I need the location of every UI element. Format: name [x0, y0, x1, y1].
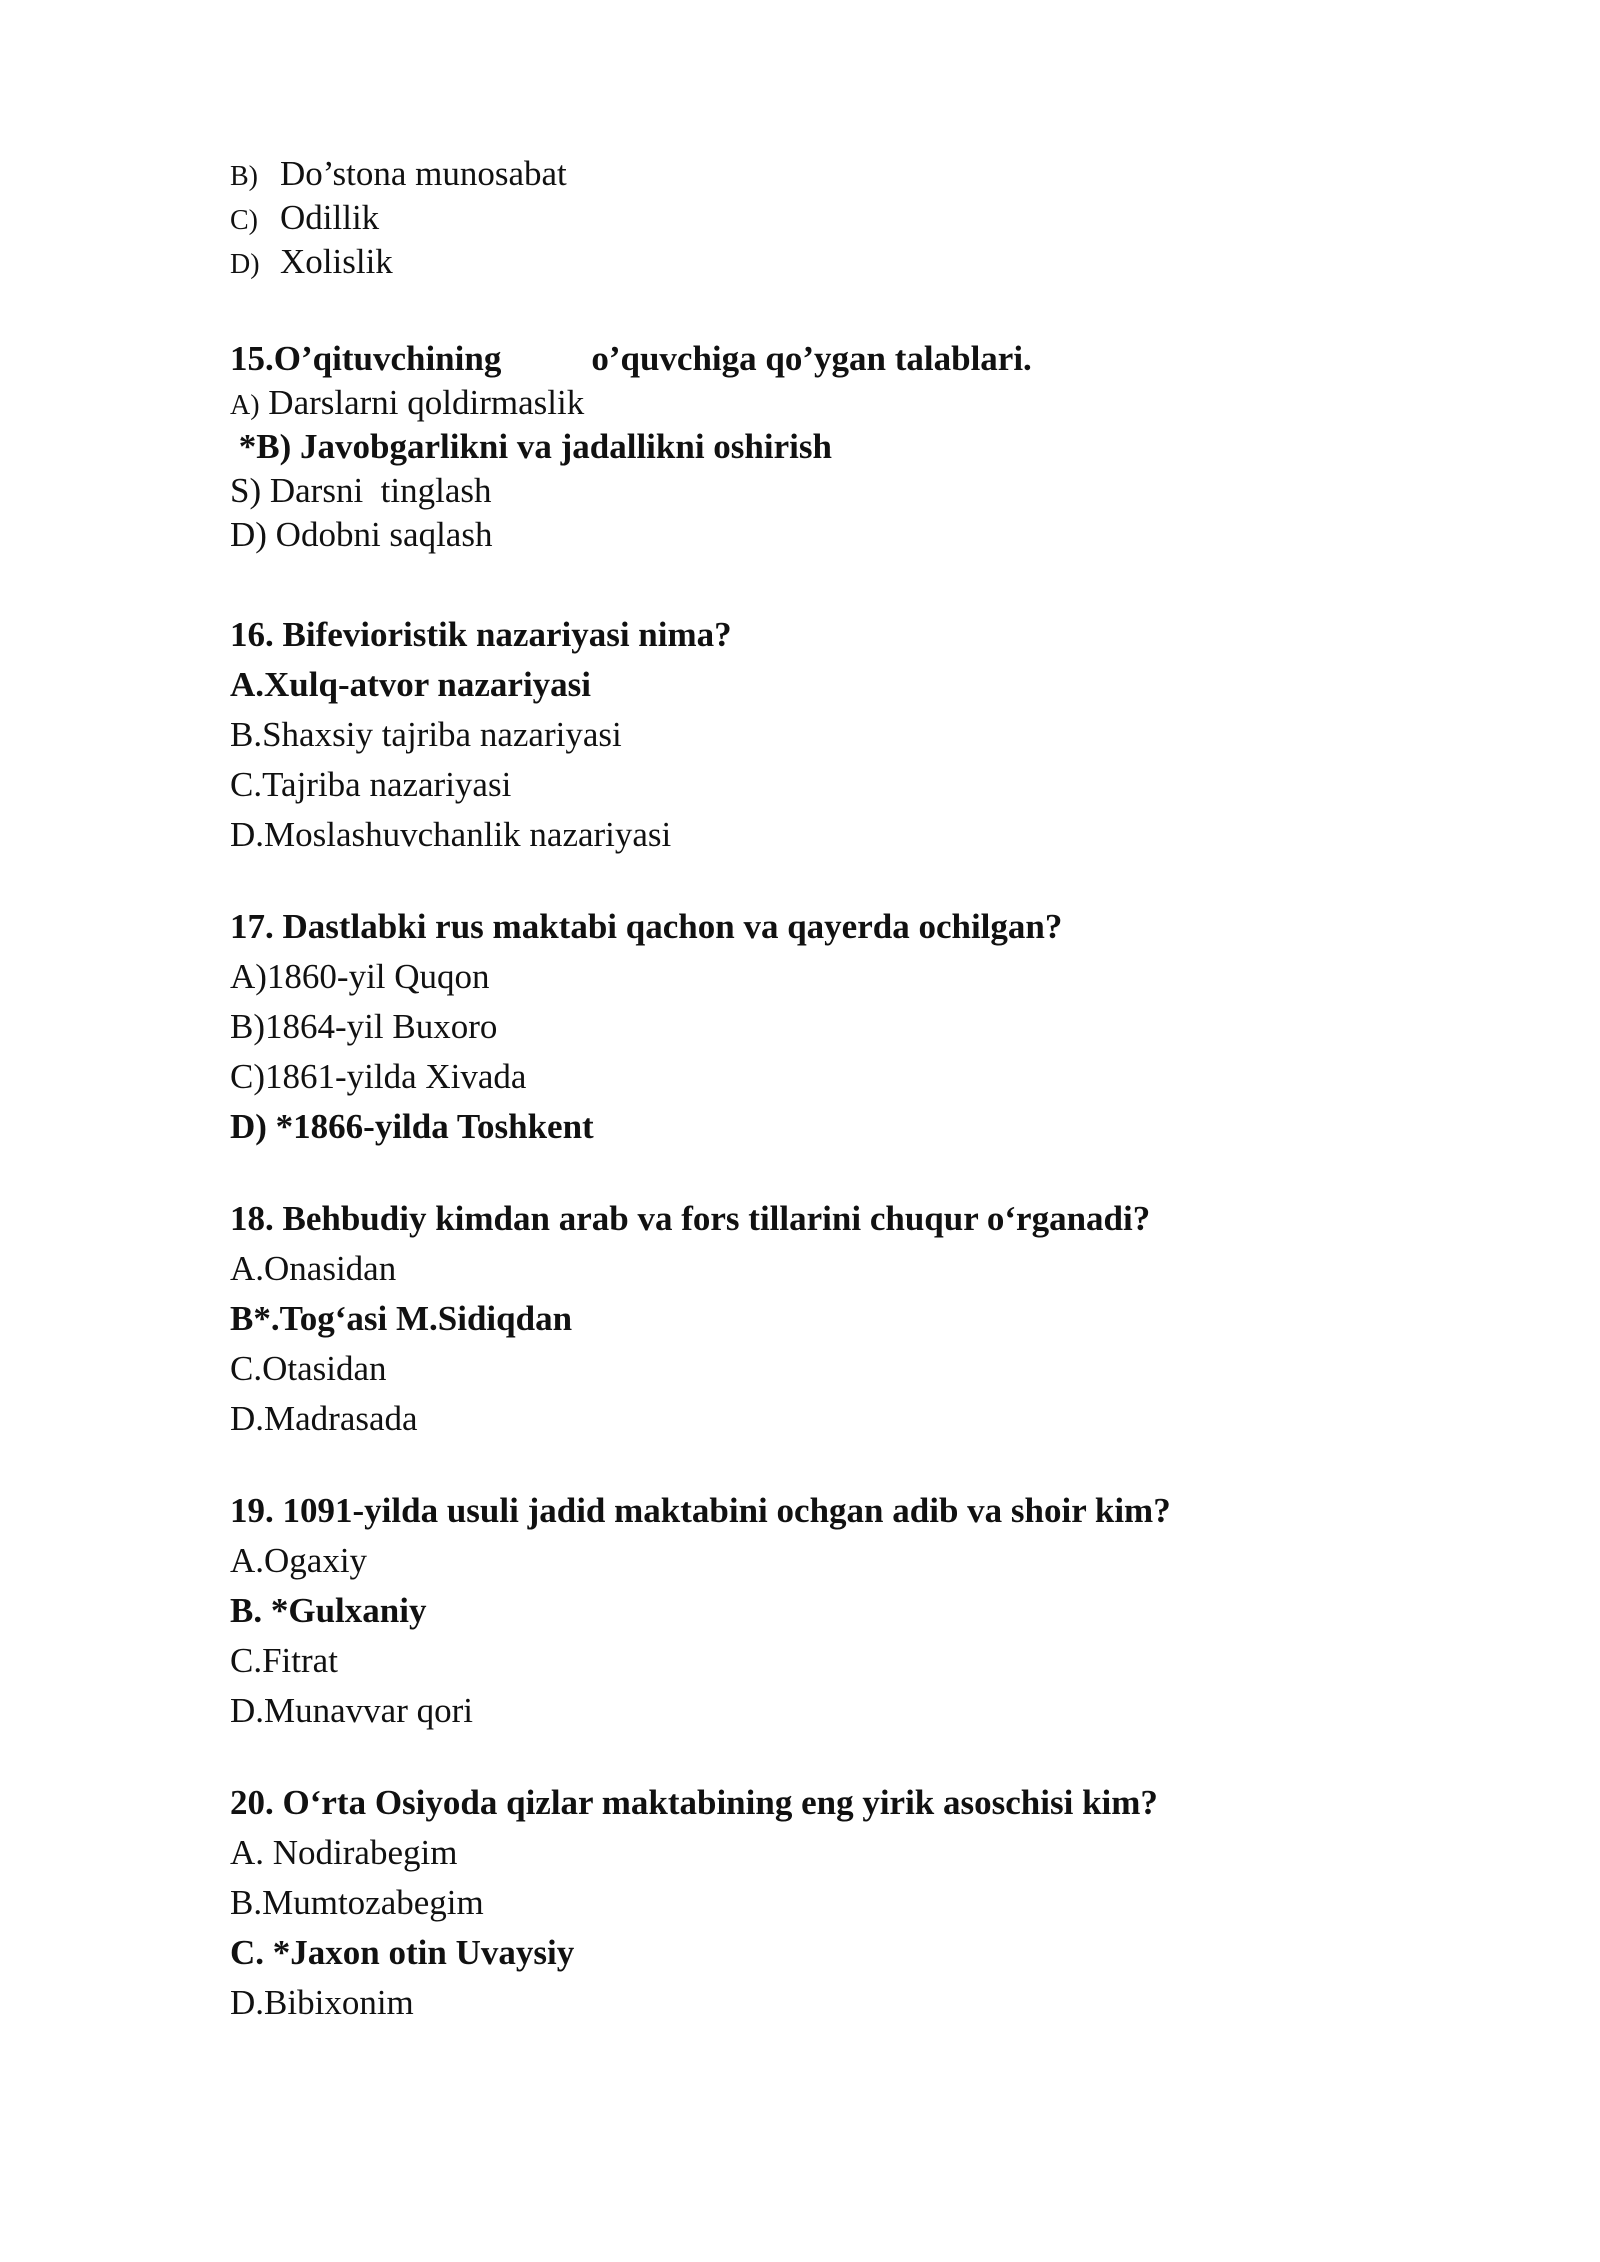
answer-option: B.Shaxsiy tajriba nazariyasi [230, 715, 622, 754]
answer-option: A.Ogaxiy [230, 1541, 368, 1580]
answer-option: C)1861-yilda Xivada [230, 1057, 527, 1096]
answer-option: A)1860-yil Quqon [230, 957, 490, 996]
answer-option: C) Odillik [230, 198, 380, 237]
question-19-title: 19. 1091-yilda usuli jadid maktabini ochgan adib va shoir kim? [230, 1491, 1171, 1530]
answer-option: C.Tajriba nazariyasi [230, 765, 512, 804]
question-16-title: 16. Bifevioristik nazariyasi nima? [230, 615, 732, 654]
question-20-title: 20. O‘rta Osiyoda qizlar maktabining eng yirik asoschisi kim? [230, 1783, 1158, 1822]
question-15-title: 15.O’qituvchining o’quvchiga qo’ygan talablari. [230, 339, 1032, 378]
answer-option: A) Darslarni qoldirmaslik [230, 383, 585, 422]
correct-answer-option: C. *Jaxon otin Uvaysiy [230, 1933, 575, 1972]
correct-answer-option: B. *Gulxaniy [230, 1591, 427, 1630]
answer-option: D) Xolislik [230, 242, 393, 281]
answer-option: D.Munavvar qori [230, 1691, 474, 1730]
correct-answer-option: A.Xulq-atvor nazariyasi [230, 665, 592, 704]
answer-option: D) Odobni saqlash [230, 515, 493, 554]
question-17-title: 17. Dastlabki rus maktabi qachon va qayerda ochilgan? [230, 907, 1063, 946]
answer-option: D.Moslashuvchanlik nazariyasi [230, 815, 672, 854]
answer-option: D.Bibixonim [230, 1983, 414, 2022]
answer-option: C.Fitrat [230, 1641, 338, 1680]
correct-answer-option: B*.Tog‘asi M.Sidiqdan [230, 1299, 573, 1338]
answer-option: B)1864-yil Buxoro [230, 1007, 498, 1046]
correct-answer-option: *B) Javobgarlikni va jadallikni oshirish [230, 427, 832, 466]
answer-option: B.Mumtozabegim [230, 1883, 484, 1922]
question-18-title: 18. Behbudiy kimdan arab va fors tillarini chuqur o‘rganadi? [230, 1199, 1151, 1238]
answer-option: D.Madrasada [230, 1399, 418, 1438]
answer-option: C.Otasidan [230, 1349, 387, 1388]
answer-option: S) Darsni tinglash [230, 471, 492, 510]
document-content [230, 152, 1430, 2028]
answer-option: A. Nodirabegim [230, 1833, 458, 1872]
answer-option: A.Onasidan [230, 1249, 397, 1288]
answer-option: B) Do’stona munosabat [230, 154, 567, 193]
correct-answer-option: D) *1866-yilda Toshkent [230, 1107, 594, 1146]
